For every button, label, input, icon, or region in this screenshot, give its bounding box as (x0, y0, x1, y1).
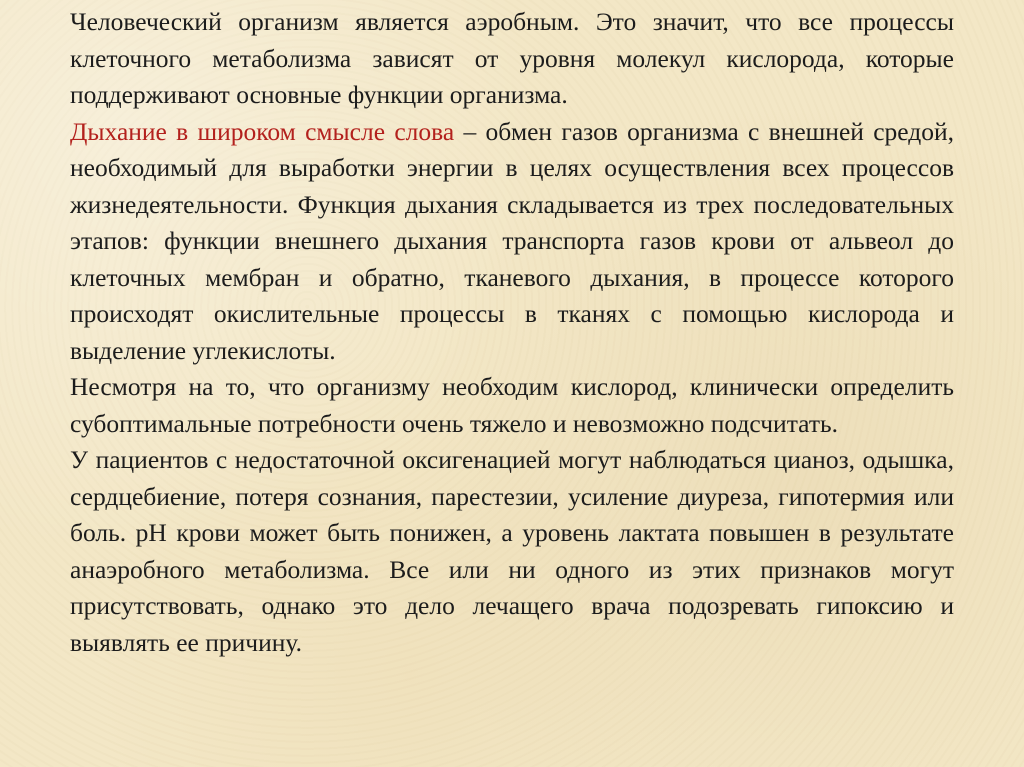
respiration-definition-term: Дыхание в широком смысле слова (70, 116, 455, 146)
paragraph-hypoxia-symptoms: У пациентов с недостаточной оксигенацией могут наблюдаться цианоз, одышка, сердцебиение, потеря сознания, парестезии, усиление диуреза, гипотермия или боль. pH крови может быть понижен, а уровень лактата повышен в результате анаэробного метаболизма. Все или ни одного из этих признаков могут присутствовать, однако это дело лечащего врача подозревать гипоксию и выявлять ее причину. (70, 445, 954, 657)
paragraph-intro-text: Человеческий организм является аэробным. Это значит, что все процессы клеточного метаболизма зависят от уровня молекул кислорода, которые поддерживают основные функции организма. (70, 7, 954, 109)
slide-body-text (70, 4, 954, 661)
paragraph-oxygen-needs: Несмотря на то, что организму необходим кислород, клинически определить субоптимальные потребности очень тяжело и невозможно подсчитать. (70, 372, 954, 438)
paragraph-aerobic-organism (70, 4, 954, 369)
respiration-definition-text: – обмен газов организма с внешней средой, необходимый для выработки энергии в целях осуществления всех процессов жизнедеятельности. Функция дыхания складывается из трех последовательных этапов: функции внешнего дыхания транспорта газов крови от альвеол до клеточных мембран и обратно, тканевого дыхания, в процессе которого происходят окислительные процессы в тканях с помощью кислорода и выделение углекислоты. (70, 116, 954, 365)
